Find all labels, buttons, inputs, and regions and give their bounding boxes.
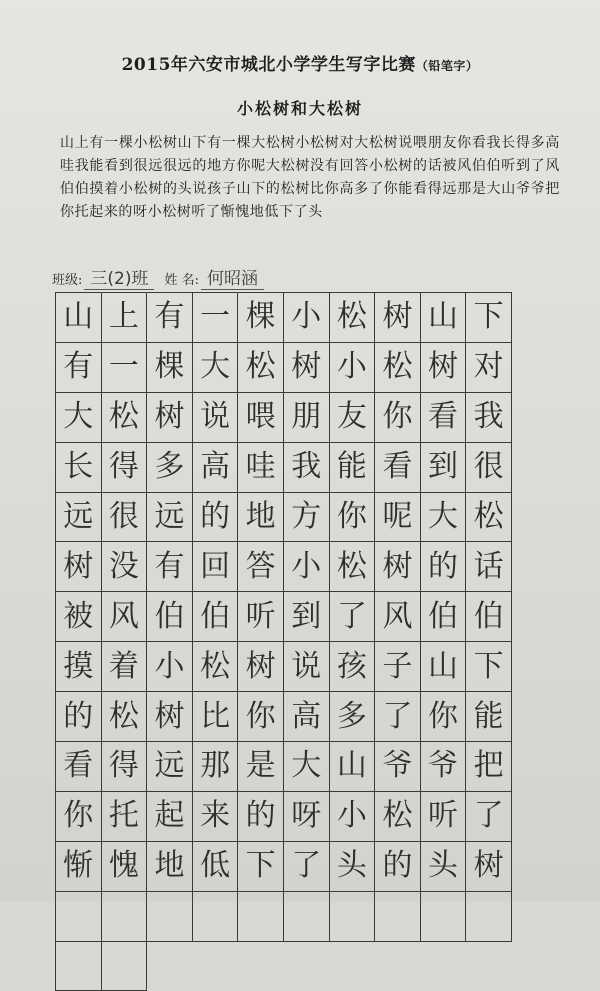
grid-cell: 小: [147, 642, 193, 692]
grid-cell: 松: [102, 692, 148, 742]
grid-cell: 一: [193, 293, 239, 343]
grid-cell: 头: [330, 842, 376, 892]
grid-cell: 摸: [56, 642, 102, 692]
grid-cell: 友: [330, 393, 376, 443]
grid-cell: [466, 892, 512, 942]
grid-cell: 孩: [330, 642, 376, 692]
student-info: [52, 264, 264, 290]
grid-cell: 听: [421, 792, 467, 842]
grid-cell: 看: [375, 443, 421, 493]
grid-cell: 了: [330, 592, 376, 642]
grid-cell: 地: [238, 493, 284, 543]
grid-cell: 树: [375, 542, 421, 592]
grid-cell: 松: [193, 642, 239, 692]
grid-cell: 爷: [421, 742, 467, 792]
grid-cell: 远: [147, 742, 193, 792]
grid-cell: 树: [466, 842, 512, 892]
grid-cell: 松: [238, 343, 284, 393]
grid-cell: 大: [421, 493, 467, 543]
grid-cell: 看: [421, 393, 467, 443]
grid-cell: 哇: [238, 443, 284, 493]
grid-cell: 能: [330, 443, 376, 493]
grid-cell: 松: [466, 493, 512, 543]
grid-cell: 大: [193, 343, 239, 393]
grid-cell: 你: [330, 493, 376, 543]
name-value: 何昭涵: [201, 264, 264, 290]
grid-cell: 那: [193, 742, 239, 792]
grid-cell: 来: [193, 792, 239, 842]
grid-cell: 松: [330, 542, 376, 592]
grid-cell: 的: [56, 692, 102, 742]
grid-cell: 松: [375, 343, 421, 393]
grid-cell: 对: [466, 343, 512, 393]
grid-cell: 比: [193, 692, 239, 742]
grid-cell: 小: [330, 343, 376, 393]
grid-cell: [330, 892, 376, 942]
grid-cell: 惭: [56, 842, 102, 892]
model-passage: 山上有一棵小松树山下有一棵大松树小松树对大松树说喂朋友你看我长得多高哇我能看到很远很远的地方你呢大松树没有回答小松树的话被风伯伯听到了风伯伯摸着小松树的头说孩子山下的松树比你高多了你能看得远那是大山爷爷把你托起来的呀小松树听了惭愧地低下了头: [60, 135, 560, 220]
grid-cell: 你: [56, 792, 102, 842]
grid-cell: 是: [238, 742, 284, 792]
grid-cell: 下: [238, 842, 284, 892]
grid-cell: 山: [330, 742, 376, 792]
grid-cell: 方: [284, 493, 330, 543]
grid-cell: [193, 892, 239, 942]
grid-cell: 多: [330, 692, 376, 742]
grid-cell: 低: [193, 842, 239, 892]
grid-cell: 有: [147, 542, 193, 592]
grid-cell: 伯: [193, 592, 239, 642]
grid-cell: 地: [147, 842, 193, 892]
grid-cell: 了: [466, 792, 512, 842]
grid-cell: 风: [102, 592, 148, 642]
grid-cell: 的: [193, 493, 239, 543]
grid-cell: 上: [102, 293, 148, 343]
grid-cell: 长: [56, 443, 102, 493]
grid-cell: 棵: [238, 293, 284, 343]
grid-cell: 愧: [102, 842, 148, 892]
grid-cell: [56, 892, 102, 942]
grid-cell: 有: [147, 293, 193, 343]
grid-cell: 着: [102, 642, 148, 692]
grid-cell: 我: [466, 393, 512, 443]
grid-cell: 的: [421, 542, 467, 592]
name-label: 姓 名:: [164, 273, 199, 288]
grid-cell: 话: [466, 542, 512, 592]
grid-cell: 听: [238, 592, 284, 642]
grid-cell: 能: [466, 692, 512, 742]
grid-cell: 喂: [238, 393, 284, 443]
grid-cell: 的: [238, 792, 284, 842]
grid-cell: 有: [56, 343, 102, 393]
grid-cell: 大: [56, 393, 102, 443]
grid-cell: 说: [284, 642, 330, 692]
grid-cell: 下: [466, 293, 512, 343]
class-label: 班级:: [52, 273, 83, 288]
grid-cell: [284, 892, 330, 942]
grid-cell: 你: [375, 393, 421, 443]
grid-cell: 树: [375, 293, 421, 343]
grid-cell: 说: [193, 393, 239, 443]
grid-cell: [102, 942, 148, 991]
grid-cell: 大: [284, 742, 330, 792]
grid-cell: 高: [284, 692, 330, 742]
writing-grid: [55, 292, 512, 991]
grid-cell: 树: [147, 393, 193, 443]
grid-cell: 把: [466, 742, 512, 792]
grid-cell: [56, 942, 102, 991]
grid-cell: 得: [102, 443, 148, 493]
grid-cell: 到: [421, 443, 467, 493]
grid-cell: 了: [284, 842, 330, 892]
grid-cell: [238, 892, 284, 942]
grid-cell: 松: [330, 293, 376, 343]
grid-cell: 树: [238, 642, 284, 692]
grid-cell: 没: [102, 542, 148, 592]
grid-cell: 高: [193, 443, 239, 493]
grid-cell: [147, 892, 193, 942]
essay-title: 小松树和大松树: [236, 99, 363, 118]
grid-cell: 远: [56, 493, 102, 543]
grid-cell: 你: [421, 692, 467, 742]
grid-cell: 棵: [147, 343, 193, 393]
grid-cell: 山: [421, 642, 467, 692]
grid-cell: [102, 892, 148, 942]
grid-cell: 呀: [284, 792, 330, 842]
grid-cell: 小: [284, 542, 330, 592]
grid-cell: 远: [147, 493, 193, 543]
grid-cell: 了: [375, 692, 421, 742]
grid-cell: 树: [421, 343, 467, 393]
grid-cell: 看: [56, 742, 102, 792]
grid-cell: 松: [375, 792, 421, 842]
grid-cell: 伯: [421, 592, 467, 642]
grid-cell: 伯: [466, 592, 512, 642]
grid-cell: 松: [102, 393, 148, 443]
grid-cell: 树: [56, 542, 102, 592]
grid-cell: 你: [238, 692, 284, 742]
grid-cell: 得: [102, 742, 148, 792]
page-title: [0, 50, 600, 75]
pencil-category-label: （铅笔字）: [415, 59, 479, 73]
grid-cell: 很: [466, 443, 512, 493]
grid-cell: 下: [466, 642, 512, 692]
grid-cell: [421, 892, 467, 942]
grid-cell: 山: [56, 293, 102, 343]
grid-cell: [375, 892, 421, 942]
grid-cell: 树: [147, 692, 193, 742]
grid-cell: 爷: [375, 742, 421, 792]
grid-cell: 起: [147, 792, 193, 842]
grid-cell: 到: [284, 592, 330, 642]
grid-cell: 回: [193, 542, 239, 592]
grid-cell: 答: [238, 542, 284, 592]
grid-cell: 很: [102, 493, 148, 543]
grid-cell: 伯: [147, 592, 193, 642]
grid-cell: 我: [284, 443, 330, 493]
grid-cell: 托: [102, 792, 148, 842]
grid-cell: 一: [102, 343, 148, 393]
grid-cell: 风: [375, 592, 421, 642]
grid-cell: 的: [375, 842, 421, 892]
grid-cell: 子: [375, 642, 421, 692]
grid-cell: 朋: [284, 393, 330, 443]
grid-cell: 小: [330, 792, 376, 842]
grid-cell: 多: [147, 443, 193, 493]
grid-cell: 山: [421, 293, 467, 343]
grid-cell: 小: [284, 293, 330, 343]
grid-cell: 头: [421, 842, 467, 892]
grid-cell: 呢: [375, 493, 421, 543]
class-value: 三(2)班: [84, 264, 154, 290]
grid-cell: 被: [56, 592, 102, 642]
competition-title: 2015年六安市城北小学学生写字比赛: [121, 55, 416, 75]
grid-cell: 树: [284, 343, 330, 393]
